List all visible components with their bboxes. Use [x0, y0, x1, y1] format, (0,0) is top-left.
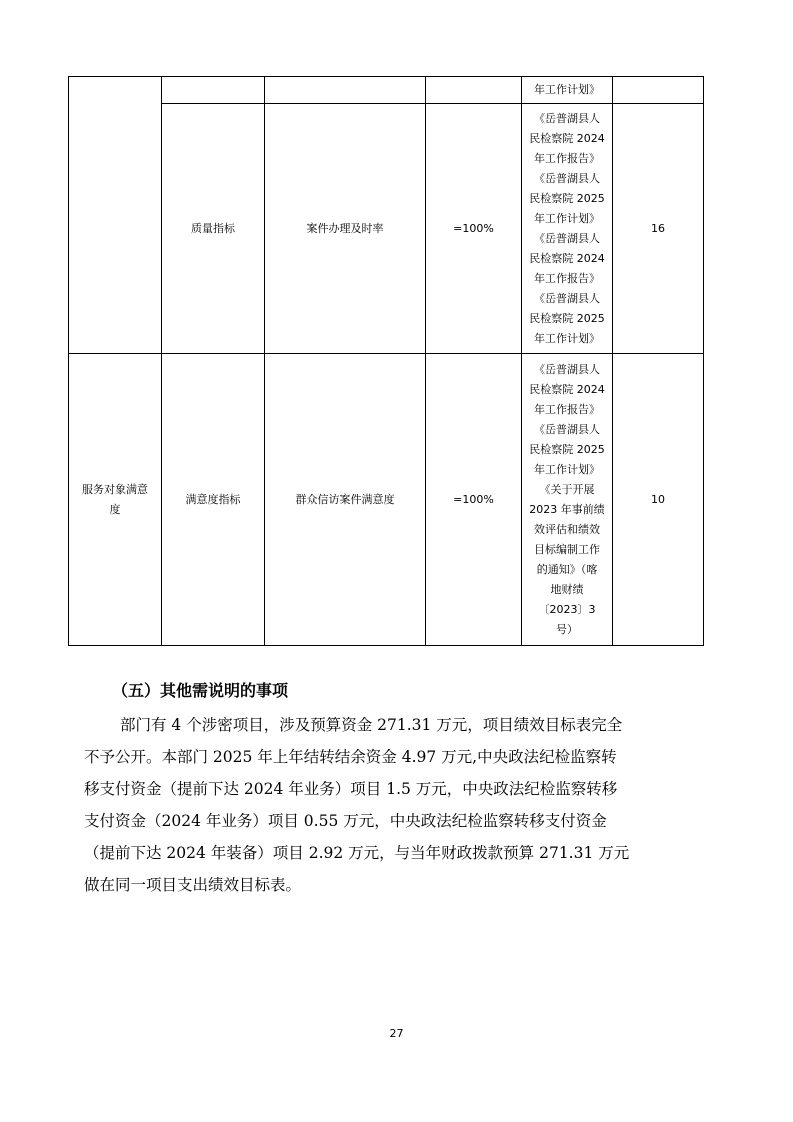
source-line: 民检察院 2024 — [529, 382, 605, 396]
score-cell: 16 — [613, 104, 704, 354]
paragraph-line: 移支付资金（提前下达 2024 年业务）项目 1.5 万元，中央政法纪检监察转移 — [84, 780, 618, 798]
source-line: 地财绩 — [550, 582, 584, 596]
indicator-level2-cell: 质量指标 — [162, 104, 265, 354]
source-line: 目标编制工作 — [534, 542, 600, 556]
section-heading: （五）其他需说明的事项 — [112, 681, 289, 700]
source-line: 2023 年事前绩 — [529, 502, 605, 516]
source-line: 民检察院 2025 — [529, 442, 605, 456]
source-cell — [522, 104, 613, 354]
paragraph-line: 部门有 4 个涉密项目，涉及预算资金 271.31 万元，项目绩效目标表完全 — [120, 716, 623, 734]
indicator-level3-cell: 案件办理及时率 — [265, 104, 426, 354]
source-line: 〔2023〕3 — [538, 602, 596, 616]
paragraph-line: 不予公开。本部门 2025 年上年结转结余资金 4.97 万元,中央政法纪检监察转 — [84, 748, 617, 766]
source-line: 年工作计划》 — [534, 462, 600, 476]
source-line: 《岳普湖县人 — [534, 291, 600, 305]
table-row — [69, 77, 704, 104]
indicator-level1-cell — [69, 77, 162, 354]
section-paragraph — [84, 709, 714, 901]
source-line: 《岳普湖县人 — [534, 422, 600, 436]
indicator-level1-cell — [69, 354, 162, 646]
paragraph-line: （提前下达 2024 年装备）项目 2.92 万元，与当年财政拨款预算 271.31 万元 — [84, 844, 630, 862]
source-line: 年工作报告》 — [534, 271, 600, 285]
indicator-level3-cell — [265, 77, 426, 104]
source-cell — [522, 354, 613, 646]
target-cell: =100% — [426, 354, 522, 646]
source-line: 年工作计划》 — [534, 83, 600, 96]
target-cell: =100% — [426, 104, 522, 354]
indicator-level2-cell — [162, 77, 265, 104]
source-line: 民检察院 2025 — [529, 311, 605, 325]
source-line: 民检察院 2025 — [529, 191, 605, 205]
indicator-level3-cell: 群众信访案件满意度 — [265, 354, 426, 646]
source-line: 年工作报告》 — [534, 402, 600, 416]
paragraph-line: 支付资金（2024 年业务）项目 0.55 万元，中央政法纪检监察转移支付资金 — [84, 812, 607, 830]
performance-indicator-table — [68, 76, 704, 646]
source-line: 年工作报告》 — [534, 151, 600, 165]
table-row — [69, 354, 704, 646]
table-row — [69, 104, 704, 354]
source-line: 民检察院 2024 — [529, 251, 605, 265]
page-number: 27 — [389, 1027, 404, 1040]
source-line: 民检察院 2024 — [529, 131, 605, 145]
source-line: 《岳普湖县人 — [534, 171, 600, 185]
source-line: 《岳普湖县人 — [534, 362, 600, 376]
indicator-level1-line: 服务对象满意 — [82, 482, 148, 496]
paragraph-line: 做在同一项目支出绩效目标表。 — [84, 876, 302, 894]
score-cell: 10 — [613, 354, 704, 646]
source-line: 年工作计划》 — [534, 211, 600, 225]
source-line: 号） — [556, 622, 578, 636]
source-line: 年工作计划》 — [534, 331, 600, 345]
score-cell — [613, 77, 704, 104]
indicator-level2-cell: 满意度指标 — [162, 354, 265, 646]
target-cell — [426, 77, 522, 104]
indicator-level1-line: 度 — [109, 502, 121, 516]
source-line: 《岳普湖县人 — [534, 231, 600, 245]
source-line: 的通知》（喀 — [536, 562, 598, 576]
source-line: 《岳普湖县人 — [534, 111, 600, 125]
source-cell — [522, 77, 613, 104]
source-line: 《关于开展 — [539, 482, 595, 496]
source-line: 效评估和绩效 — [534, 522, 600, 536]
